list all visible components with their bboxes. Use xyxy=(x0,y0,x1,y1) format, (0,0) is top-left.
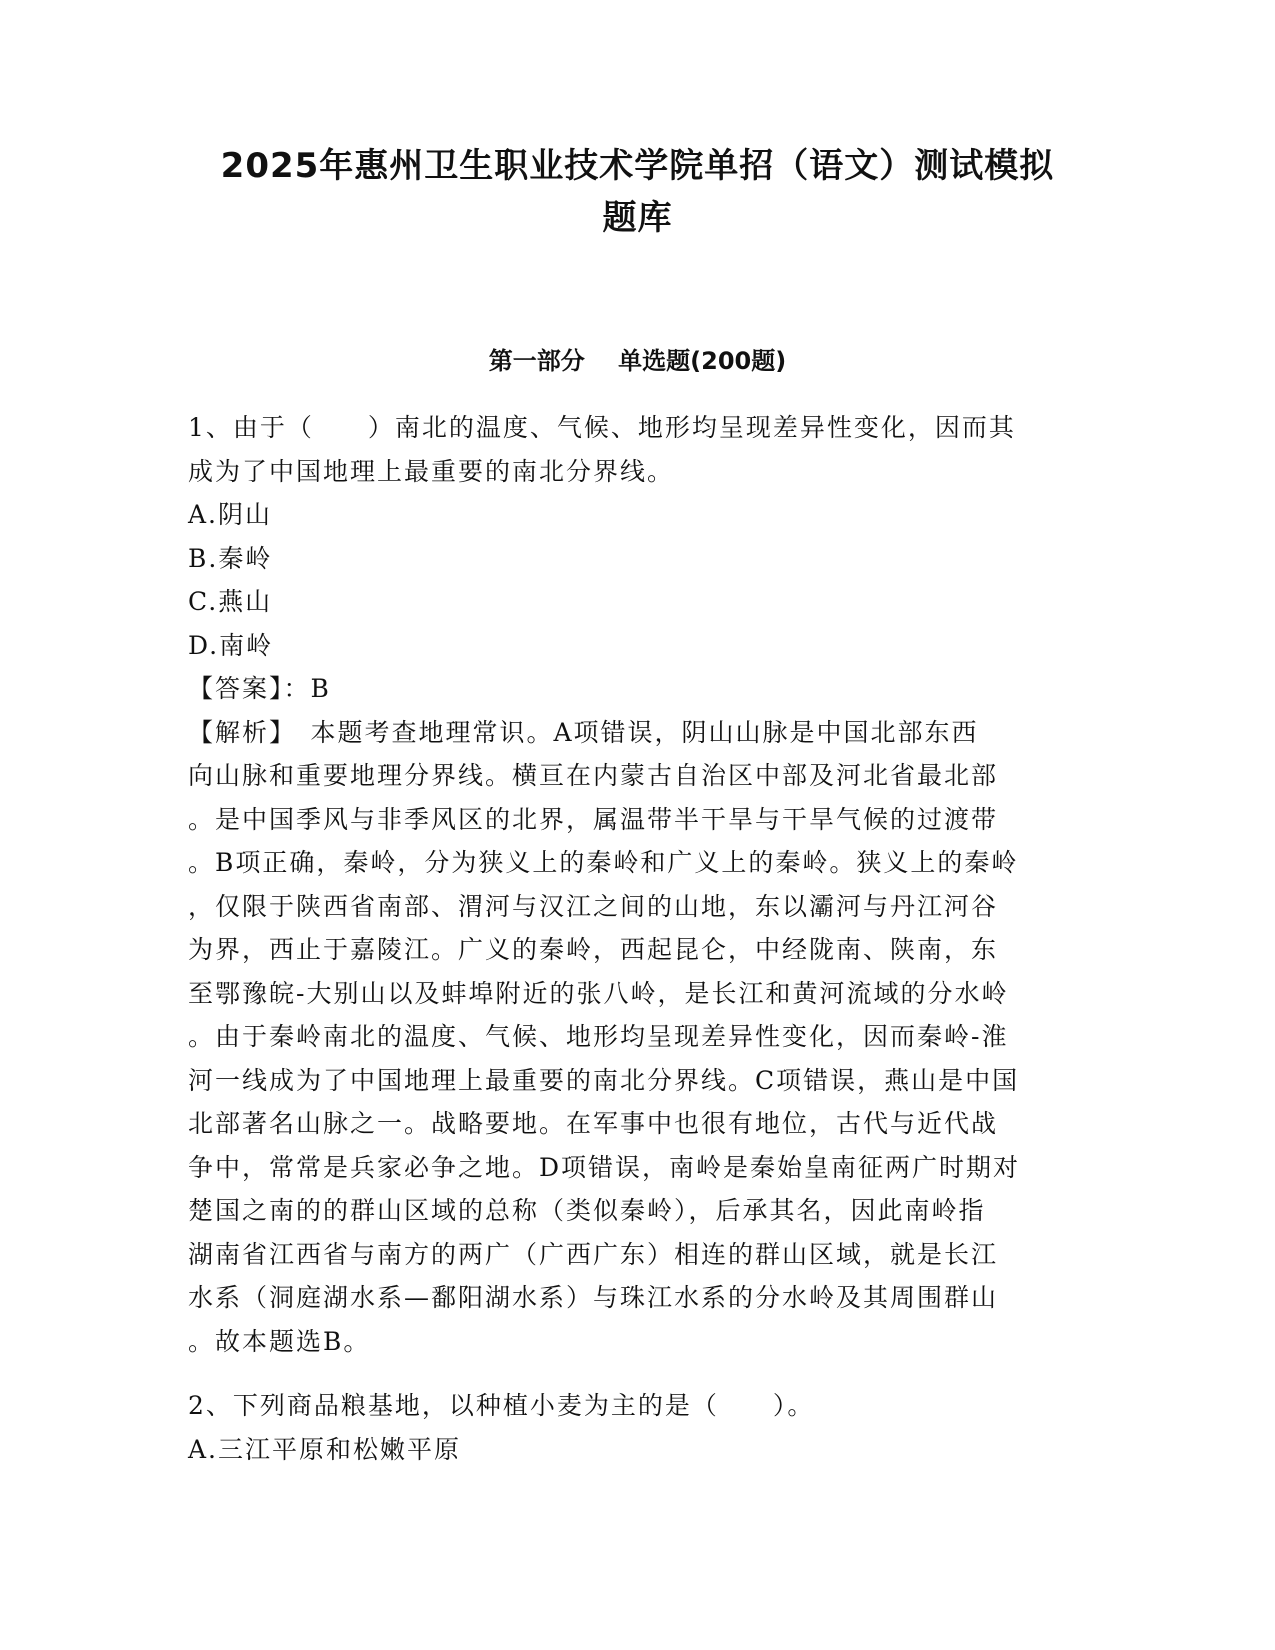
option-a: A.三江平原和松嫩平原 xyxy=(188,1434,462,1464)
analysis-line: 。是中国季风与非季风区的北界，属温带半干旱与干旱气候的过渡带 xyxy=(188,804,999,834)
option-d: D.南岭 xyxy=(188,630,274,660)
analysis-line: 北部著名山脉之一。战略要地。在军事中也很有地位，古代与近代战 xyxy=(188,1109,999,1138)
stem-line: 2、下列商品粮基地，以种植小麦为主的是（ ）。 xyxy=(188,1391,815,1420)
analysis-line: ，仅限于陕西省南部、渭河与汉江之间的山地，东以灞河与丹江河谷 xyxy=(188,891,999,921)
section-heading: 第一部分 单选题(200题) xyxy=(488,347,787,375)
analysis-line: 【解析】 本题考查地理常识。A项错误，阴山山脉是中国北部东西 xyxy=(188,717,979,747)
document-title xyxy=(150,140,1125,244)
analysis xyxy=(188,711,1083,1364)
analysis-line: 。由于秦岭南北的温度、气候、地形均呈现差异性变化，因而秦岭-淮 xyxy=(188,1022,1009,1051)
analysis-line: 向山脉和重要地理分界线。横亘在内蒙古自治区中部及河北省最北部 xyxy=(188,761,999,790)
title-line-2: 题库 xyxy=(602,198,673,238)
analysis-line: 楚国之南的的群山区域的总称（类似秦岭），后承其名，因此南岭指 xyxy=(188,1196,986,1225)
title-line-1: 2025年惠州卫生职业技术学院单招（语文）测试模拟 xyxy=(220,146,1055,186)
question-2 xyxy=(188,1384,1083,1471)
analysis-line: 争中，常常是兵家必争之地。D项错误，南岭是秦始皇南征两广时期对 xyxy=(188,1152,1021,1182)
analysis-line: 为界，西止于嘉陵江。广义的秦岭，西起昆仑，中经陇南、陕南，东 xyxy=(188,935,999,964)
option-c: C.燕山 xyxy=(188,587,273,616)
stem-line: 1、由于（ ）南北的温度、气候、地形均呈现差异性变化，因而其 xyxy=(188,413,1016,442)
question-stem xyxy=(188,406,1083,493)
analysis-line: 至鄂豫皖-大别山以及蚌埠附近的张八岭，是长江和黄河流域的分水岭 xyxy=(188,978,1009,1008)
analysis-line: 。B项正确，秦岭，分为狭义上的秦岭和广义上的秦岭。狭义上的秦岭 xyxy=(188,848,1019,877)
analysis-line: 水系（洞庭湖水系—鄱阳湖水系）与珠江水系的分水岭及其周围群山 xyxy=(188,1283,999,1312)
option-list xyxy=(188,493,1083,667)
analysis-line: 。故本题选B。 xyxy=(188,1326,371,1356)
analysis-line: 河一线成为了中国地理上最重要的南北分界线。C项错误，燕山是中国 xyxy=(188,1065,1020,1095)
stem-line: 成为了中国地理上最重要的南北分界线。 xyxy=(188,456,675,486)
analysis-line: 湖南省江西省与南方的两广（广西广东）相连的群山区域，就是长江 xyxy=(188,1239,999,1269)
option-b: B.秦岭 xyxy=(188,543,273,573)
answer: 【答案】：B xyxy=(188,674,331,703)
question-1 xyxy=(188,406,1083,1363)
option-a: A.阴山 xyxy=(188,500,273,529)
